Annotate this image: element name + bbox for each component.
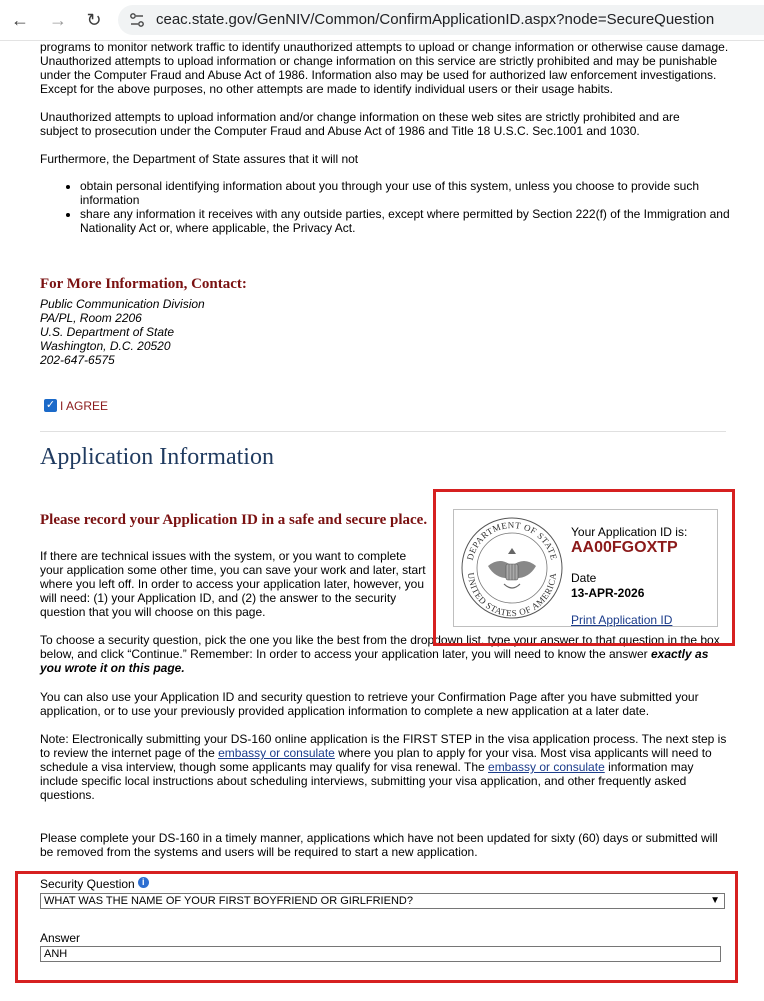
application-id-value: AA00FGOXTP — [571, 539, 678, 556]
application-id-card — [453, 509, 718, 627]
reload-icon[interactable]: ↻ — [86, 10, 102, 30]
info-paragraph-2-text: To choose a security question, pick the one you like the best from the dropdown list, type your answer to that question in the box below, and click “Continue.” Remember: In order to access your application later, you will need to know the answer — [40, 633, 720, 661]
print-application-id-link[interactable]: Print Application ID — [571, 613, 673, 627]
application-id-label: Your Application ID is: — [571, 525, 688, 539]
date-label: Date — [571, 571, 597, 585]
section-divider — [40, 431, 726, 432]
department-of-state-seal-icon — [458, 514, 566, 622]
chevron-down-icon[interactable]: ▼ — [710, 895, 720, 906]
url-text[interactable]: ceac.state.gov/GenNIV/Common/ConfirmApplicationID.aspx?node=SecureQuestion — [156, 11, 715, 28]
address-bar[interactable] — [118, 5, 764, 35]
list-item: • share any information it receives with any outside parties, except where permitted by Section 222(f) of the Immigration and Nationality Act or, where applicable, the Privacy Act. — [80, 207, 730, 235]
site-settings-icon[interactable] — [128, 11, 146, 29]
agree-checkbox[interactable]: ✓ — [45, 399, 56, 412]
answer-value[interactable]: ANH — [44, 948, 68, 960]
info-paragraph-3: You can also use your Application ID and security question to retrieve your Confirmation Page after you have submitted your application, or to use your previously provided application information to complete a new application at a later date. — [40, 690, 699, 718]
answer-label: Answer — [40, 931, 81, 945]
security-question-select[interactable] — [40, 893, 725, 909]
contact-line: Public Communication Division — [40, 297, 205, 311]
date-value: 13-APR-2026 — [571, 586, 645, 600]
agree-row[interactable] — [44, 398, 108, 413]
security-question-label: Security Question — [40, 877, 135, 891]
security-question-value[interactable]: WHAT WAS THE NAME OF YOUR FIRST BOYFRIEND OR GIRLFRIEND? — [44, 895, 413, 907]
answer-input[interactable] — [40, 946, 721, 962]
embassy-link-1[interactable]: embassy or consulate — [218, 746, 335, 760]
info-paragraph-4-text-a: Note: Electronically submitting your DS-160 online application is the FIRST STEP in the visa application process. The next step is to review the internet page of the — [40, 732, 727, 760]
browser-toolbar — [0, 0, 764, 41]
forward-arrow-icon[interactable]: → — [49, 10, 67, 30]
info-paragraph-4 — [40, 732, 728, 802]
list-item: • obtain personal identifying information about you through your use of this system, unless you choose to provide such information — [80, 179, 730, 207]
seal-top-text: DEPARTMENT OF STATE — [464, 519, 560, 562]
contact-line: PA/PL, Room 2206 — [40, 311, 142, 325]
contact-address — [40, 297, 205, 367]
privacy-paragraph-2: Unauthorized attempts to upload information and/or change information on these web sites are strictly prohibited and are subject to prosecution under the Computer Fraud and Abuse Act of 1986 and Title 18 U.S.C. Sec.1001 and 1030. — [40, 110, 680, 138]
info-paragraph-4-text-c: information may include specific local instructions about scheduling interviews, submitting your visa application, and other frequently asked questions. — [40, 760, 694, 802]
contact-line: Washington, D.C. 20520 — [40, 339, 171, 353]
record-id-heading: Please record your Application ID in a safe and secure place. — [40, 512, 428, 528]
security-question-label-row — [40, 877, 149, 891]
privacy-paragraph-1: programs to monitor network traffic to identify unauthorized attempts to upload or change information or otherwise cause damage. Unauthorized attempts to upload information or change information on this service are strictly prohibited and may be punishable under the Computer Fraud and Abuse Act of 1986. Information also may be used for authorized law enforcement investigations. Except for the above purposes, no other attempts are made to identify individual users or their usage habits. — [40, 40, 729, 96]
svg-text:DEPARTMENT OF STATE — [465, 520, 559, 561]
privacy-paragraph-3: Furthermore, the Department of State assures that it will not — [40, 152, 359, 166]
seal-bottom-text: UNITED STATES OF AMERICA — [465, 572, 559, 619]
agree-label[interactable]: I AGREE — [60, 398, 109, 413]
info-icon[interactable]: i — [138, 877, 149, 888]
back-arrow-icon[interactable]: ← — [11, 10, 29, 30]
contact-heading: For More Information, Contact: — [40, 276, 247, 292]
info-paragraph-5: Please complete your DS-160 in a timely manner, applications which have not been updated for sixty (60) days or submitted will be removed from the systems and users will be required to start a new application. — [40, 831, 718, 859]
info-paragraph-1: If there are technical issues with the system, or you want to complete your application some other time, you can save your work and later, start where you left off. In order to access your application later, however, you will need: (1) your Application ID, and (2) the answer to the security question that you will choose on this page. — [40, 549, 426, 619]
contact-line: U.S. Department of State — [40, 325, 175, 339]
embassy-link-2[interactable]: embassy or consulate — [488, 760, 605, 774]
info-paragraph-2-emphasis: exactly as you wrote it on this page. — [40, 647, 709, 675]
page-title: Application Information — [40, 444, 274, 470]
privacy-bullet-list — [40, 179, 730, 235]
info-paragraph-4-text-b: where you plan to apply for your visa. Most visa applicants will need to schedule a visa interview, though some applicants may qualify for visa renewal. The — [40, 746, 712, 774]
contact-line: 202-647-6575 — [40, 353, 115, 367]
